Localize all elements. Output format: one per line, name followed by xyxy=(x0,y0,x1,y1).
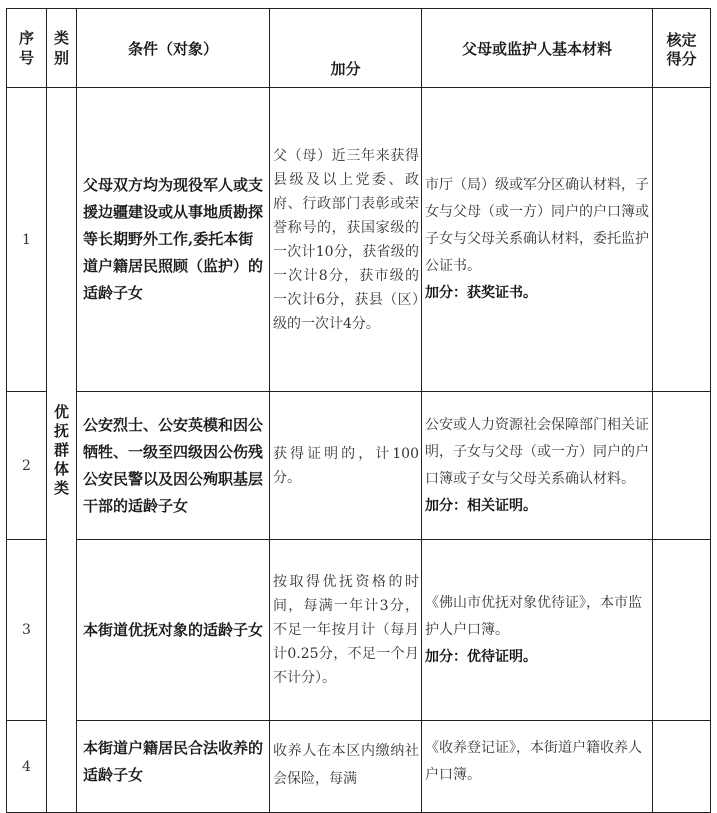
row-bonus: 父（母）近三年来获得县级及以上党委、政府、行政部门表彰或荣誉称号的，获国家级的一次计10分，获省级的一次计8分，获市级的一次计6分，获县（区）级的一次计4分。 xyxy=(270,88,422,392)
row-verify xyxy=(653,392,711,540)
row-condition: 本街道户籍居民合法收养的适龄子女 xyxy=(77,721,270,813)
row-materials xyxy=(422,392,653,540)
row-seq: 4 xyxy=(7,721,47,813)
row-condition: 公安烈士、公安英模和因公牺牲、一级至四级因公伤残公安民警以及因公殉职基层干部的适龄子女 xyxy=(77,392,270,540)
header-seq: 序号 xyxy=(7,9,47,88)
header-category: 类别 xyxy=(47,9,77,88)
table-row xyxy=(7,88,711,392)
category-label: 优抚群体类 xyxy=(53,402,69,497)
row-materials xyxy=(422,88,653,392)
policy-table xyxy=(6,8,711,813)
row-seq: 3 xyxy=(7,540,47,721)
row-condition: 父母双方均为现役军人或支援边疆建设或从事地质勘探等长期野外工作,委托本街道户籍居民照顾（监护）的适龄子女 xyxy=(77,88,270,392)
row-seq: 2 xyxy=(7,392,47,540)
row-bonus: 按取得优抚资格的时间，每满一年计3分，不足一年按月计（每月计0.25分，不足一个月不计分）。 xyxy=(270,540,422,721)
table-row xyxy=(7,721,711,813)
header-row xyxy=(7,9,711,88)
row-bonus: 收养人在本区内缴纳社会保险，每满 xyxy=(270,721,422,813)
table-row xyxy=(7,392,711,540)
materials-text: 《收养登记证》，本街道户籍收养人户口簿。 xyxy=(425,740,642,783)
header-materials: 父母或监护人基本材料 xyxy=(422,9,653,88)
materials-text: 《佛山市优抚对象优待证》，本市监护人户口簿。 xyxy=(425,594,642,638)
materials-text: 公安或人力资源社会保障部门相关证明，子女与父母（或一方）同户的户口簿或子女与父母关系确认材料。 xyxy=(425,416,649,487)
materials-bonus: 加分：优待证明。 xyxy=(425,648,537,665)
row-verify xyxy=(653,721,711,813)
header-condition: 条件（对象） xyxy=(77,9,270,88)
row-verify xyxy=(653,88,711,392)
row-verify xyxy=(653,540,711,721)
materials-text: 市厅（局）级或军分区确认材料，子女与父母（或一方）同户的户口簿或子女与父母关系确认材料，委托监护公证书。 xyxy=(425,177,649,274)
row-bonus: 获得证明的，计100分。 xyxy=(270,392,422,540)
row-materials xyxy=(422,721,653,813)
row-seq: 1 xyxy=(7,88,47,392)
materials-bonus: 加分：相关证明。 xyxy=(425,497,537,514)
row-materials xyxy=(422,540,653,721)
category-cell xyxy=(47,88,77,813)
row-condition: 本街道优抚对象的适龄子女 xyxy=(77,540,270,721)
materials-bonus: 加分：获奖证书。 xyxy=(425,285,537,301)
header-verify: 核定得分 xyxy=(653,9,711,88)
table-row xyxy=(7,540,711,721)
header-bonus: 加分 xyxy=(270,9,422,88)
